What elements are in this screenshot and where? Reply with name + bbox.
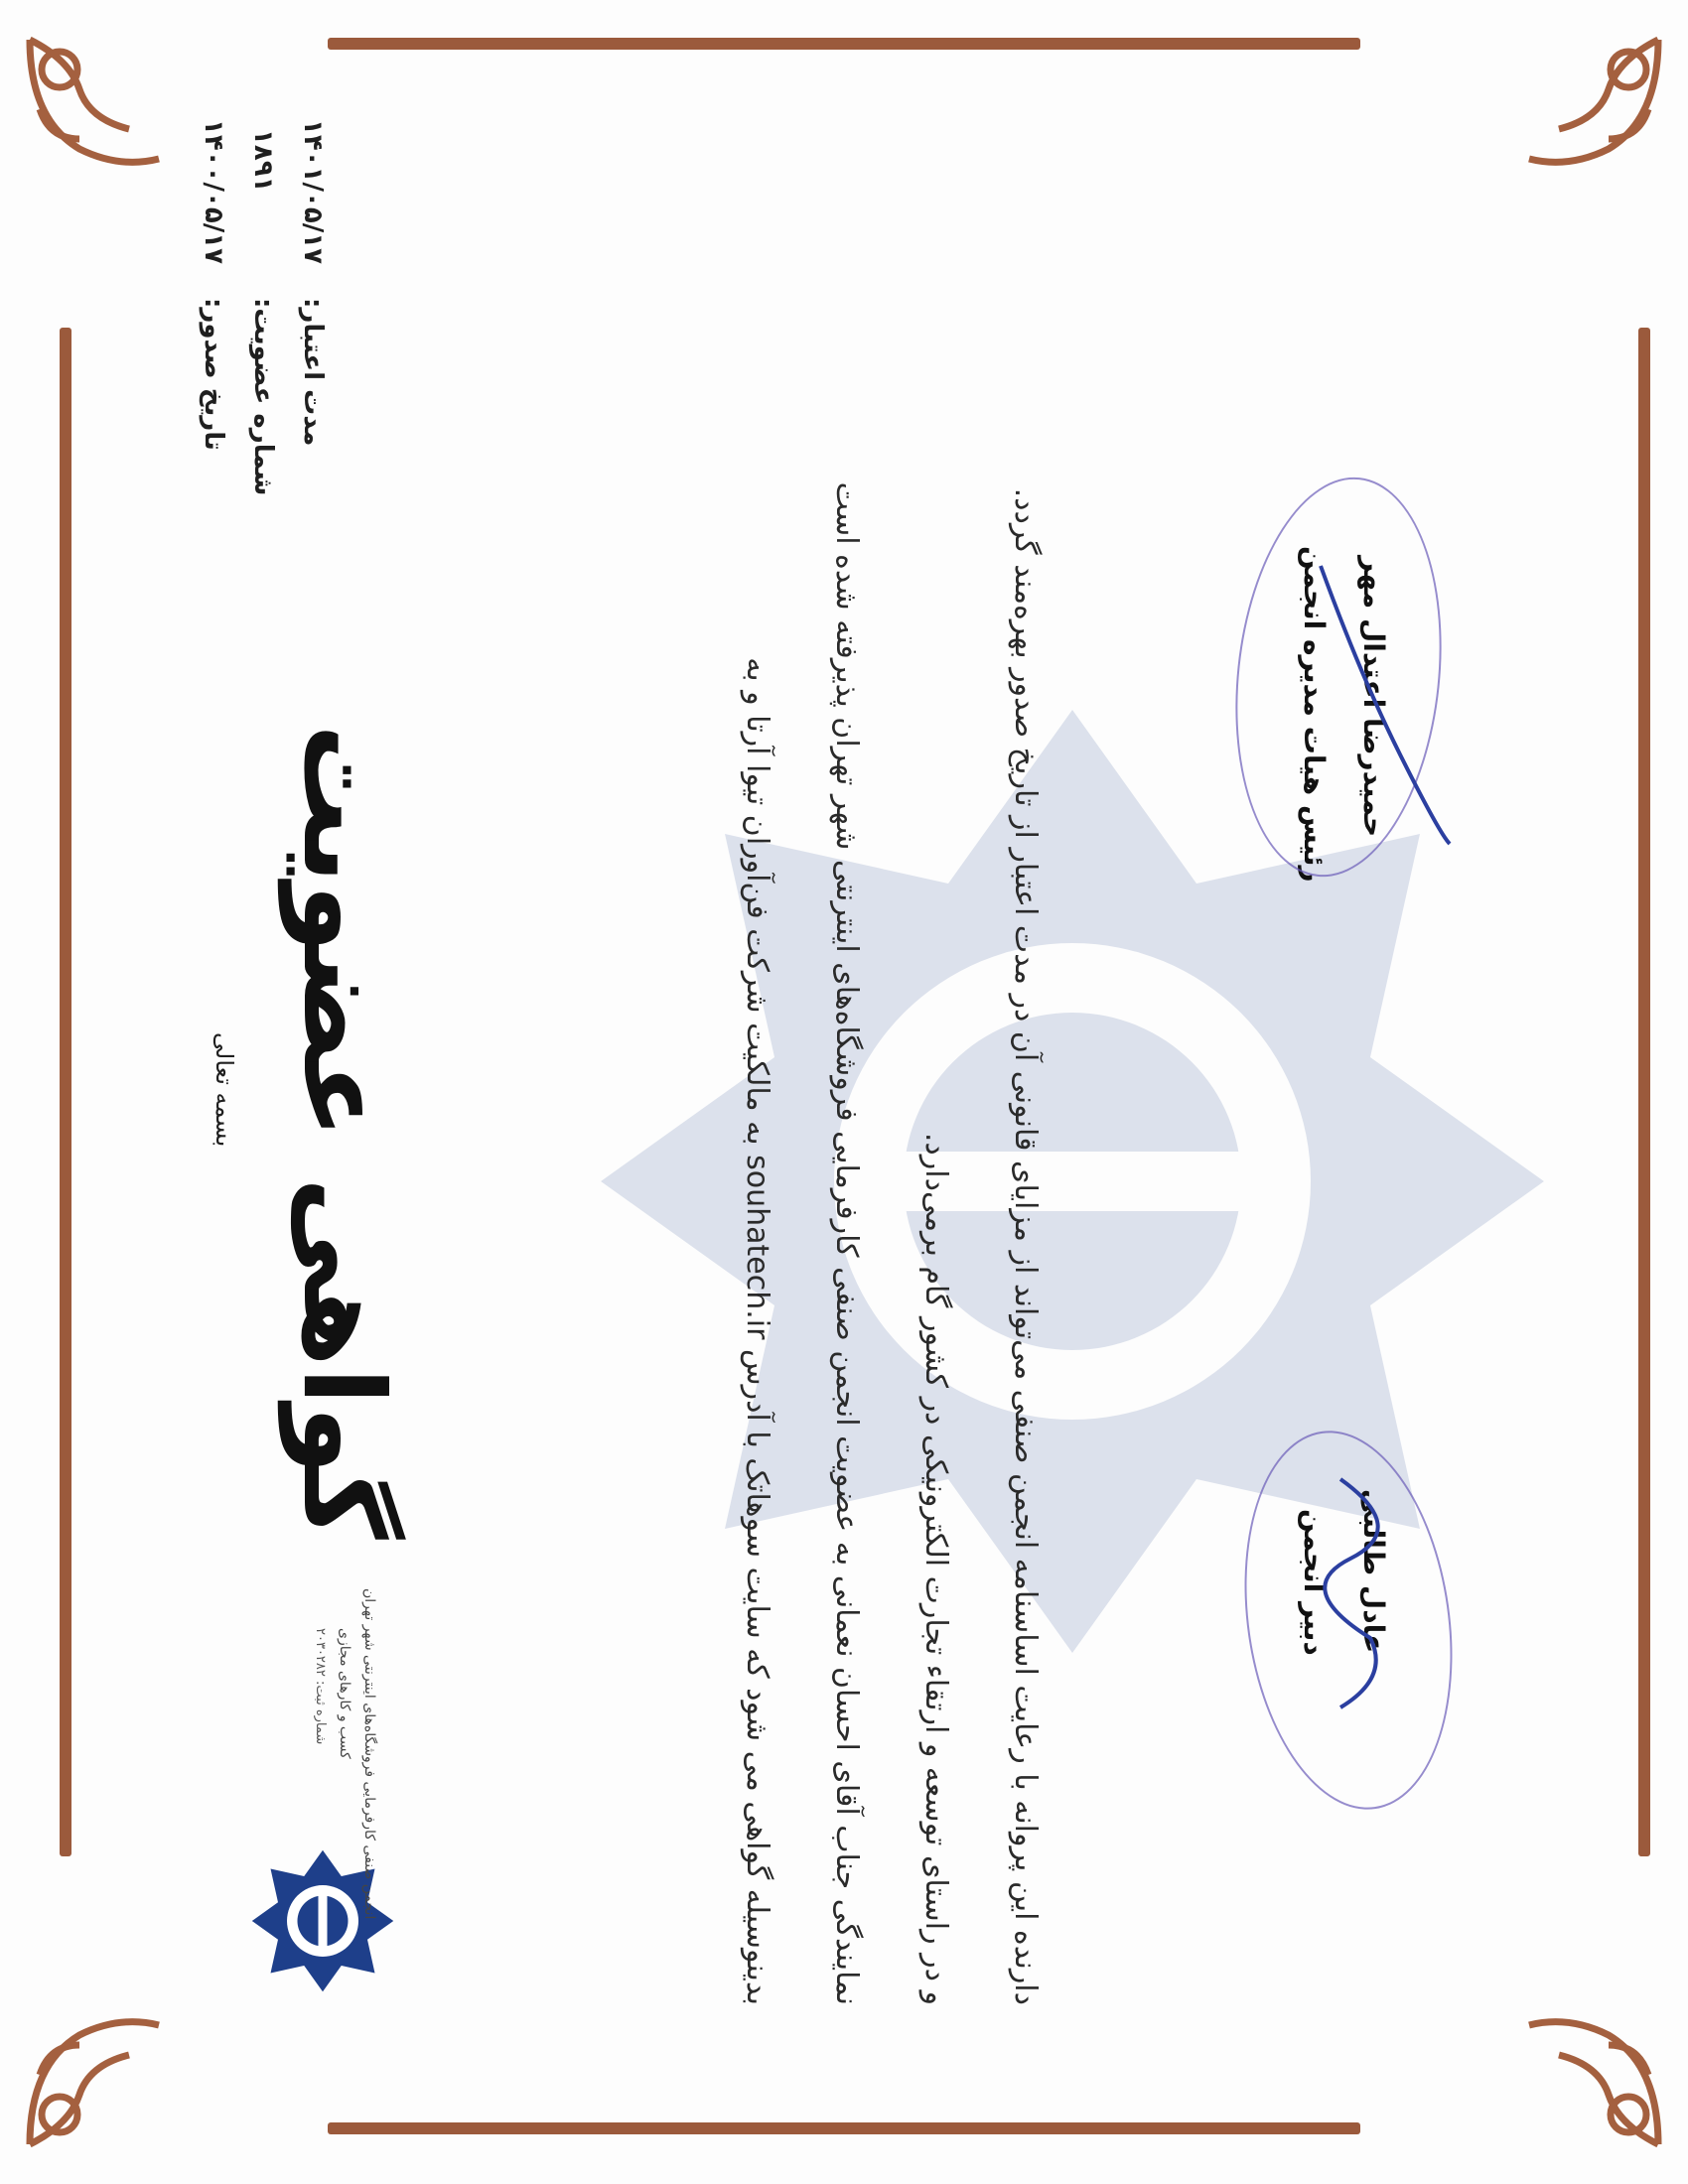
membership-number-label: شماره عضویت: — [248, 298, 278, 496]
body-line-3: و در راستای توسعه و ارتقاء تجارت الکترونیکی در کشور گام برمی‌دارد. — [918, 1132, 953, 2005]
issuer-name-line2: کسب و کارهای مجازی — [337, 1628, 352, 1759]
secretary-name: عادل طالبی — [1357, 1489, 1390, 1654]
issue-date-value: ۱۴۰۰/۰۵/۱۷ — [199, 119, 228, 264]
frame-top — [1638, 328, 1650, 1856]
validity-label: مدت اعتبار: — [298, 298, 328, 447]
issuer-registration: شماره ثبت: ۲۰۳۰۲۸۲ — [313, 1628, 328, 1745]
body-line-4: دارنده این پروانه با رعایت اساسنامه انجمن صنفی می‌تواند از مزایای قانونی آن در مدت اعتبار از تاریخ صدور بهره‌مند گردد. — [1008, 487, 1043, 2005]
secretary-title: دبیر انجمن — [1298, 1509, 1331, 1656]
chairman-signature-icon — [1301, 556, 1460, 854]
corner-ornament-top-right — [1519, 2005, 1668, 2154]
chairman-title: رئیس هیات مدیره انجمن — [1298, 546, 1331, 883]
basmala: بسمه تعالی — [211, 1032, 238, 1148]
corner-ornament-bottom-right — [20, 2005, 169, 2154]
frame-bottom — [60, 328, 71, 1856]
corner-ornament-bottom-left — [20, 30, 169, 179]
membership-number-value: ۱۸۹۱ — [248, 129, 278, 193]
validity-value: ۱۴۰۱/۰۵/۱۷ — [298, 119, 328, 264]
issuer-name-line1: انجمن صنفی کارفرمایی فروشگاه‌های اینترنتی شهر تهران — [361, 1588, 377, 1920]
secretary-signature-icon — [1301, 1469, 1430, 1727]
chairman-name: حمیدرضا اعتدال مهر — [1357, 556, 1390, 838]
body-line-2: نمایندگی جناب آقای احسان نعمانی به عضویت انجمن صنفی کارفرمایی فروشگاه‌های اینترنتی شهر تهران پذیرفته شده است — [829, 481, 864, 2005]
issue-date-label: تاریخ صدور: — [199, 298, 228, 451]
certificate-title: گواهی عضویت — [278, 724, 407, 1540]
corner-ornament-top-left — [1519, 30, 1668, 179]
frame-left — [328, 38, 1360, 50]
frame-right — [328, 2122, 1360, 2134]
body-line-1: بدینوسیله گواهی می شود که سایت سوهاتک با آدرس souhatech.ir به مالکیت شرکت فن‌آوران تیوا آرتا و به — [740, 657, 774, 2005]
